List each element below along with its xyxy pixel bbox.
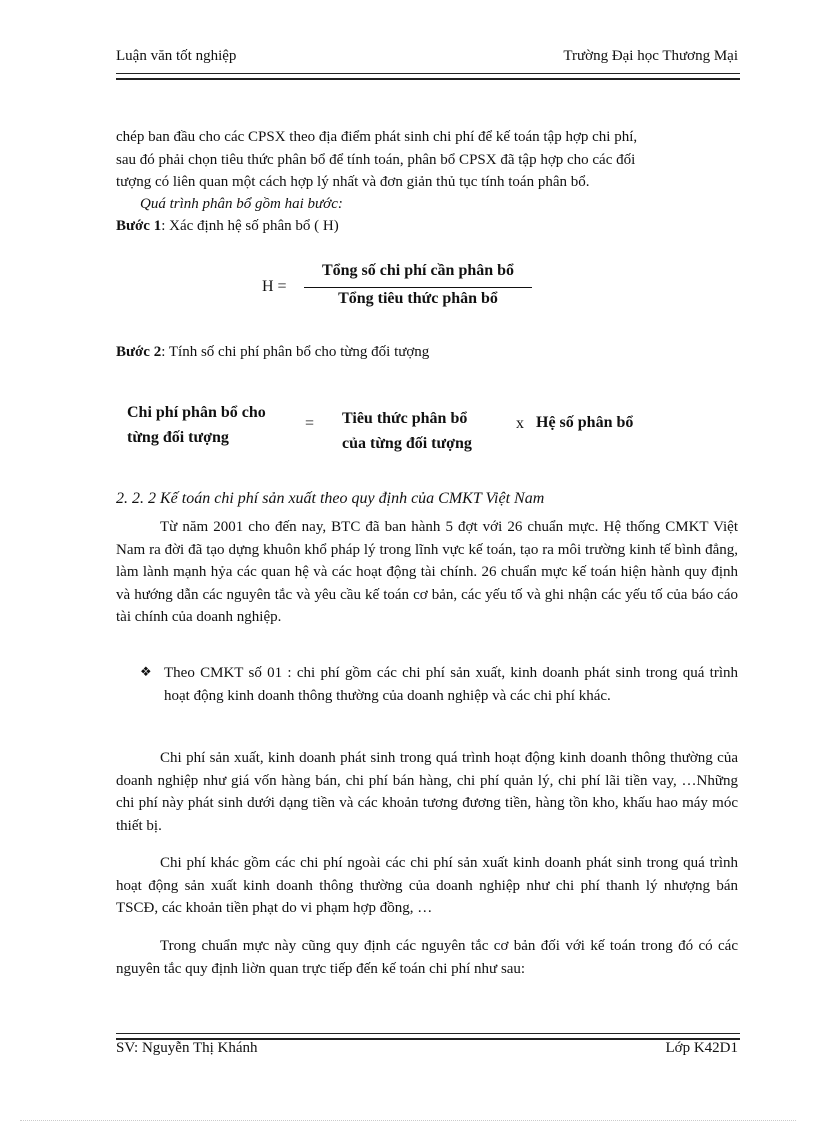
formula2-mid-line-1: Tiêu thức phân bổ (342, 410, 468, 427)
formula2-mid-line-2: của từng đối tượng (342, 435, 472, 452)
step-2-text: : Tính số chi phí phân bổ cho từng đối tượng (161, 344, 430, 360)
step-1-text: : Xác định hệ số phân bổ ( H) (161, 218, 339, 234)
intro-line-1: chép ban đầu cho các CPSX theo địa điểm phát sinh chi phí để kế toán tập hợp chi phí, (116, 129, 638, 145)
diamond-bullet-icon: ❖ (140, 664, 152, 679)
formula-allocation-middle (342, 406, 472, 456)
intro-paragraph (116, 126, 738, 194)
formula-denominator: Tổng tiêu thức phân bổ (338, 290, 498, 307)
page-footer (116, 1040, 738, 1062)
step-2 (116, 341, 429, 363)
footer-student-name: SV: Nguyễn Thị Khánh (116, 1040, 258, 1056)
formula2-left-line-1: Chi phí phân bổ cho (127, 404, 266, 421)
fraction-bar (304, 287, 532, 288)
page-edge-dotted-line (20, 1120, 796, 1121)
formula2-times: x (516, 415, 524, 432)
page-header (116, 48, 738, 70)
header-thesis-label: Luận văn tốt nghiệp (116, 48, 237, 64)
paragraph-4: Trong chuẩn mực này cũng quy định các nguyên tắc cơ bản đối với kế toán trong đó có các nguyên tắc quy định liờn quan trực tiếp đến kế toán chi phí như sau: (116, 938, 738, 977)
header-divider (116, 73, 740, 80)
step-2-label: Bước 2 (116, 344, 162, 360)
formula-lhs: H = (262, 278, 287, 295)
header-university-name: Trường Đại học Thương Mại (563, 48, 738, 64)
section-heading: 2. 2. 2 Kế toán chi phí sản xuất theo quy định của CMKT Việt Nam (116, 490, 545, 507)
intro-line-3: tượng có liên quan một cách hợp lý nhất và đơn giản thủ tục tính toán phân bổ. (116, 174, 590, 190)
paragraph-2: Chi phí sản xuất, kinh doanh phát sinh trong quá trình hoạt động kinh doanh thông thường của doanh nghiệp như giá vốn hàng bán, chi phí bán hàng, chi phí quản lý, chi phí lãi tiền vay, …Những chi phí này phát sinh dưới dạng tiền và các khoản tương đương tiền, hàng tồn kho, khấu hao máy móc thiết bị. (116, 750, 738, 834)
step-1 (116, 215, 339, 237)
step-1-label: Bước 1 (116, 218, 162, 234)
formula2-equals: = (305, 415, 315, 432)
formula2-left-line-2: từng đối tượng (127, 429, 229, 446)
formula-numerator: Tổng số chi phí cần phân bổ (321, 262, 515, 279)
formula2-right: Hệ số phân bổ (536, 414, 634, 431)
formula-allocation-left (127, 400, 266, 450)
bullet-text: Theo CMKT số 01 : chi phí gồm các chi phí sản xuất, kinh doanh phát sinh trong quá trình hoạt động kinh doanh thông thường của doanh nghiệp và các chi phí khác. (164, 665, 738, 704)
intro-line-2: sau đó phải chọn tiêu thức phân bổ để tính toán, phân bổ CPSX đã tập hợp cho các đối (116, 151, 636, 168)
footer-class: Lớp K42D1 (665, 1040, 738, 1056)
process-label: Quá trình phân bổ gồm hai bước: (140, 196, 343, 212)
paragraph-1: Từ năm 2001 cho đến nay, BTC đã ban hành 5 đợt với 26 chuẩn mực. Hệ thống CMKT Việt Nam ra đời đã tạo dựng khuôn khổ pháp lý trong lĩnh vực kế toán, tạo ra môi trường kinh tế bình đẳng, làm lành mạnh hỷa các quan hệ và các hoạt động tài chính. 26 chuẩn mực kế toán hiện hành quy định và hướng dẫn các nguyên tắc và yêu cầu kế toán cơ bản, các yếu tố và ghi nhận các yếu tố của báo cáo tài chính của doanh nghiệp. (116, 519, 738, 625)
footer-divider (116, 1033, 740, 1040)
paragraph-3: Chi phí khác gồm các chi phí ngoài các chi phí sản xuất kinh doanh phát sinh trong quá trình hoạt động sản xuất kinh doanh thông thường của doanh nghiệp như chi phí thanh lý nhượng bán TSCĐ, các khoản tiền phạt do vi phạm hợp đồng, … (116, 855, 738, 916)
